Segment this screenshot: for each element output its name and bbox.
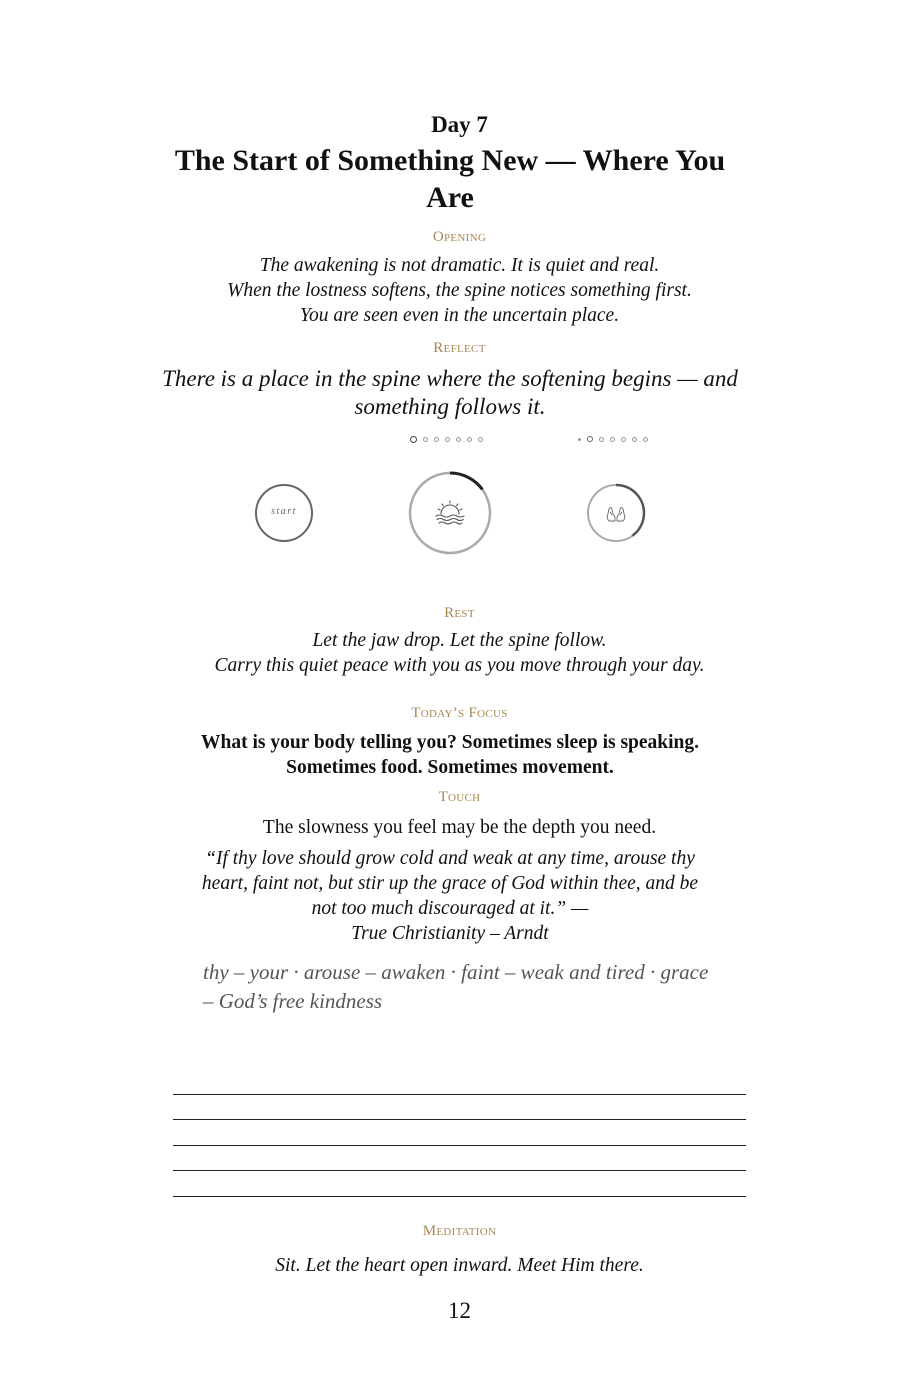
rest-text — [0, 628, 919, 678]
opening-label: Opening — [432, 229, 487, 245]
start-label: start — [271, 506, 297, 517]
journal-line[interactable] — [173, 1170, 746, 1171]
step-dot — [599, 437, 604, 442]
meditation-text: Sit. Let the heart open inward. Meet Him there. — [275, 1255, 644, 1276]
step-dot — [456, 437, 461, 442]
glossary: thy – your · arouse – awaken · faint – weak and tired · grace – God’s free kindness — [203, 960, 709, 1013]
opening-text — [0, 253, 919, 328]
step-dot — [423, 437, 428, 442]
page-number: 12 — [448, 1298, 471, 1323]
step-dot — [434, 437, 439, 442]
rest-line: Carry this quiet peace with you as you move through your day. — [214, 655, 705, 676]
rest-label: Rest — [444, 605, 475, 621]
step-dot — [445, 437, 450, 442]
touch-label: Touch — [438, 789, 481, 805]
reflect-text: There is a place in the spine where the softening begins — and something follows it. — [162, 366, 738, 419]
opening-line: When the lostness softens, the spine notices something first. — [227, 280, 692, 301]
step-dot — [467, 437, 472, 442]
reflect-label: Reflect — [433, 340, 486, 356]
focus-text: What is your body telling you? Sometimes sleep is speaking. Sometimes food. Sometimes movement. — [200, 732, 700, 778]
hands-step-dots — [578, 436, 648, 442]
step-dot — [632, 437, 637, 442]
day-label: Day 7 — [431, 112, 488, 137]
start-button[interactable] — [254, 483, 314, 543]
journal-line[interactable] — [173, 1145, 746, 1146]
touch-line: The slowness you feel may be the depth you need. — [262, 817, 657, 838]
step-dot — [621, 437, 626, 442]
praying-hands-button[interactable] — [586, 483, 646, 543]
praying-hands-icon — [607, 508, 625, 522]
focus-label: Today’s Focus — [411, 705, 508, 721]
quote-block — [190, 846, 710, 946]
opening-line: The awakening is not dramatic. It is quiet and real. — [259, 255, 660, 276]
step-dot-active — [587, 436, 593, 442]
step-dot — [610, 437, 615, 442]
opening-line: You are seen even in the uncertain place. — [299, 305, 620, 326]
journal-line[interactable] — [173, 1196, 746, 1197]
sunrise-step-dots — [410, 436, 483, 443]
step-dot — [643, 437, 648, 442]
step-dot — [578, 438, 581, 441]
sunrise-progress-ring — [408, 471, 492, 555]
page-title: The Start of Something New — Where You Are — [174, 144, 726, 214]
step-dot-active — [410, 436, 417, 443]
quote-text: “If thy love should grow cold and weak at any time, arouse thy heart, faint not, but stir up the grace of God within thee, and be not too much discouraged at it.” — — [201, 848, 699, 919]
rest-line: Let the jaw drop. Let the spine follow. — [312, 630, 607, 651]
sunrise-button[interactable] — [408, 471, 492, 555]
journal-line[interactable] — [173, 1094, 746, 1095]
quote-source: True Christianity – Arndt — [351, 923, 549, 944]
hands-progress-ring — [586, 483, 646, 543]
sunrise-icon — [436, 501, 464, 524]
step-dot — [478, 437, 483, 442]
meditation-label: Meditation — [422, 1223, 497, 1239]
journal-line[interactable] — [173, 1119, 746, 1120]
